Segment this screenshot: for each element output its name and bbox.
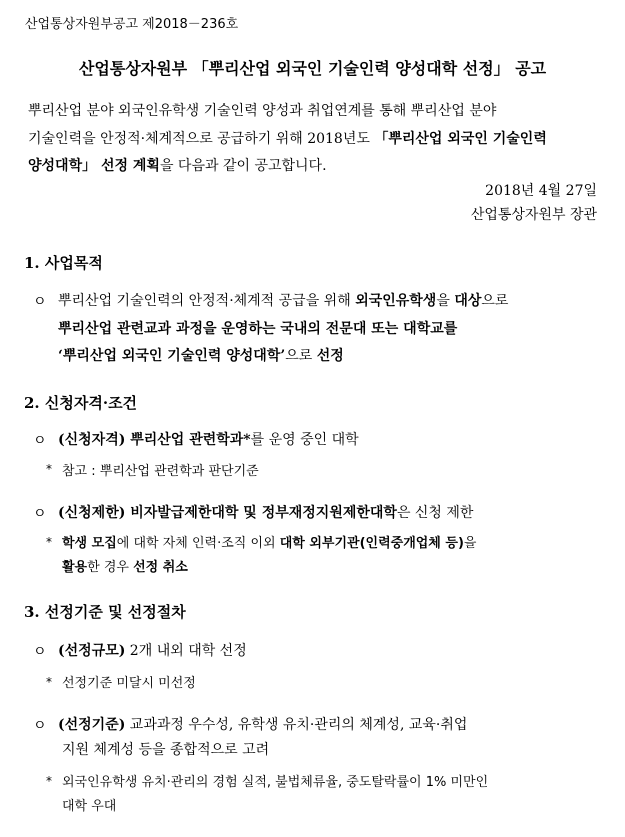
s3-item-1-rest: 2개 내외 대학 선정	[125, 643, 247, 659]
s2-n1-b: 에 대학 자체 인력·조직 이외	[116, 536, 280, 551]
s1-l1-part-d: 대상	[454, 293, 482, 309]
s2-item-1-text	[58, 429, 359, 449]
s2-item-1-rest: 를 운영 중인 대학	[250, 432, 359, 448]
s3-item-1-note-star: *	[46, 675, 52, 689]
s2-item-1-bold: 뿌리산업 관련학과*	[125, 432, 251, 448]
s2-item-2-bold: 비자발급제한대학 및 정부재정지원제한대학	[125, 505, 397, 521]
s2-item-1-note: 참고 : 뿌리산업 관련학과 판단기준	[62, 464, 259, 479]
intro-line-1: 뿌리산업 분야 외국인유학생 기술인력 양성과 취업연계를 통해 뿌리산업 분야	[28, 103, 497, 119]
s2-n2-a: 활용	[62, 560, 88, 575]
s2-item-2-note-star: *	[46, 535, 52, 549]
s1-l1-part-c: 을	[436, 293, 455, 309]
s3-item-2-note-line-2: 대학 우대	[62, 799, 117, 814]
s2-item-2-note-line-2	[62, 556, 188, 575]
intro-line-2-text: 기술인력을 안정적·체계적으로 공급하기 위해 2018년도	[28, 131, 375, 147]
notice-number: 산업통상자원부공고 제2018－236호	[25, 17, 239, 32]
s3-item-2-note-star: *	[46, 774, 52, 788]
intro-line-3-text: 을 다음과 같이 공고합니다.	[159, 158, 327, 174]
s1-l3-part-a: ‘뿌리산업 외국인 기술인력 양성대학’	[58, 348, 286, 364]
section-1-line-1	[58, 290, 508, 310]
minister-signature: 산업통상자원부 장관	[470, 207, 597, 223]
s1-l1-part-a: 뿌리산업 기술인력의 안정적·체계적 공급을 위해	[58, 293, 356, 309]
s3-item-1-note: 선정기준 미달시 미선정	[62, 676, 196, 691]
section-1-heading: 1. 사업목적	[24, 254, 103, 272]
s2-item-1-bullet: ㅇ	[33, 433, 47, 449]
s2-n2-c: 선정 취소	[133, 560, 188, 575]
s3-item-2-line-1	[58, 714, 467, 734]
intro-line-3-bold: 양성대학」 선정 계획	[28, 158, 160, 174]
s1-l1-part-b: 외국인유학생	[355, 293, 437, 309]
section-2-heading: 2. 신청자격·조건	[24, 394, 138, 412]
s2-n1-d: 을	[463, 536, 477, 551]
notice-date: 2018년 4월 27일	[485, 183, 597, 199]
s2-item-1-label: (신청자격)	[58, 432, 126, 448]
s2-item-2-note-line-1	[62, 532, 476, 551]
s3-item-1-text	[58, 640, 247, 660]
s2-item-2-text	[58, 502, 473, 522]
s1-l1-part-e: 으로	[481, 293, 509, 309]
s3-item-2-label: (선정기준)	[58, 717, 126, 733]
s3-item-1-bullet: ㅇ	[33, 644, 47, 660]
s3-item-2-note-line-1: 외국인유학생 유치·관리의 경험 실적, 불법체류율, 중도탈락률이 1% 미만인	[62, 775, 489, 790]
s1-l3-part-b: 으로	[285, 348, 317, 364]
s2-n1-c: 대학 외부기관(인력중개업체 등)	[279, 536, 464, 551]
s1-l3-part-c: 선정	[316, 348, 344, 364]
s2-n2-b: 한 경우	[87, 560, 134, 575]
section-1-line-2: 뿌리산업 관련교과 과정을 운영하는 국내의 전문대 또는 대학교를	[58, 321, 458, 337]
notice-title: 산업통상자원부 「뿌리산업 외국인 기술인력 양성대학 선정」 공고	[78, 59, 547, 78]
section-1-line-3	[58, 345, 344, 365]
s3-item-2-bullet: ㅇ	[33, 718, 47, 734]
intro-line-3	[28, 155, 327, 175]
s2-item-1-note-star: *	[46, 462, 52, 476]
s2-item-2-bullet: ㅇ	[33, 506, 47, 522]
intro-line-2-bold: 「뿌리산업 외국인 기술인력	[374, 131, 547, 147]
section-1-bullet: ㅇ	[33, 294, 47, 310]
s2-n1-a: 학생 모집	[62, 536, 117, 551]
section-3-heading: 3. 선정기준 및 선정절차	[24, 603, 186, 621]
s2-item-2-label: (신청제한)	[58, 505, 126, 521]
s3-item-2-line-2: 지원 체계성 등을 종합적으로 고려	[62, 742, 270, 758]
s3-item-1-label: (선정규모)	[58, 643, 126, 659]
s3-item-2-l1: 교과과정 우수성, 유학생 유치·관리의 체계성, 교육·취업	[125, 717, 468, 733]
s2-item-2-rest: 은 신청 제한	[396, 505, 474, 521]
intro-line-2	[28, 128, 547, 148]
